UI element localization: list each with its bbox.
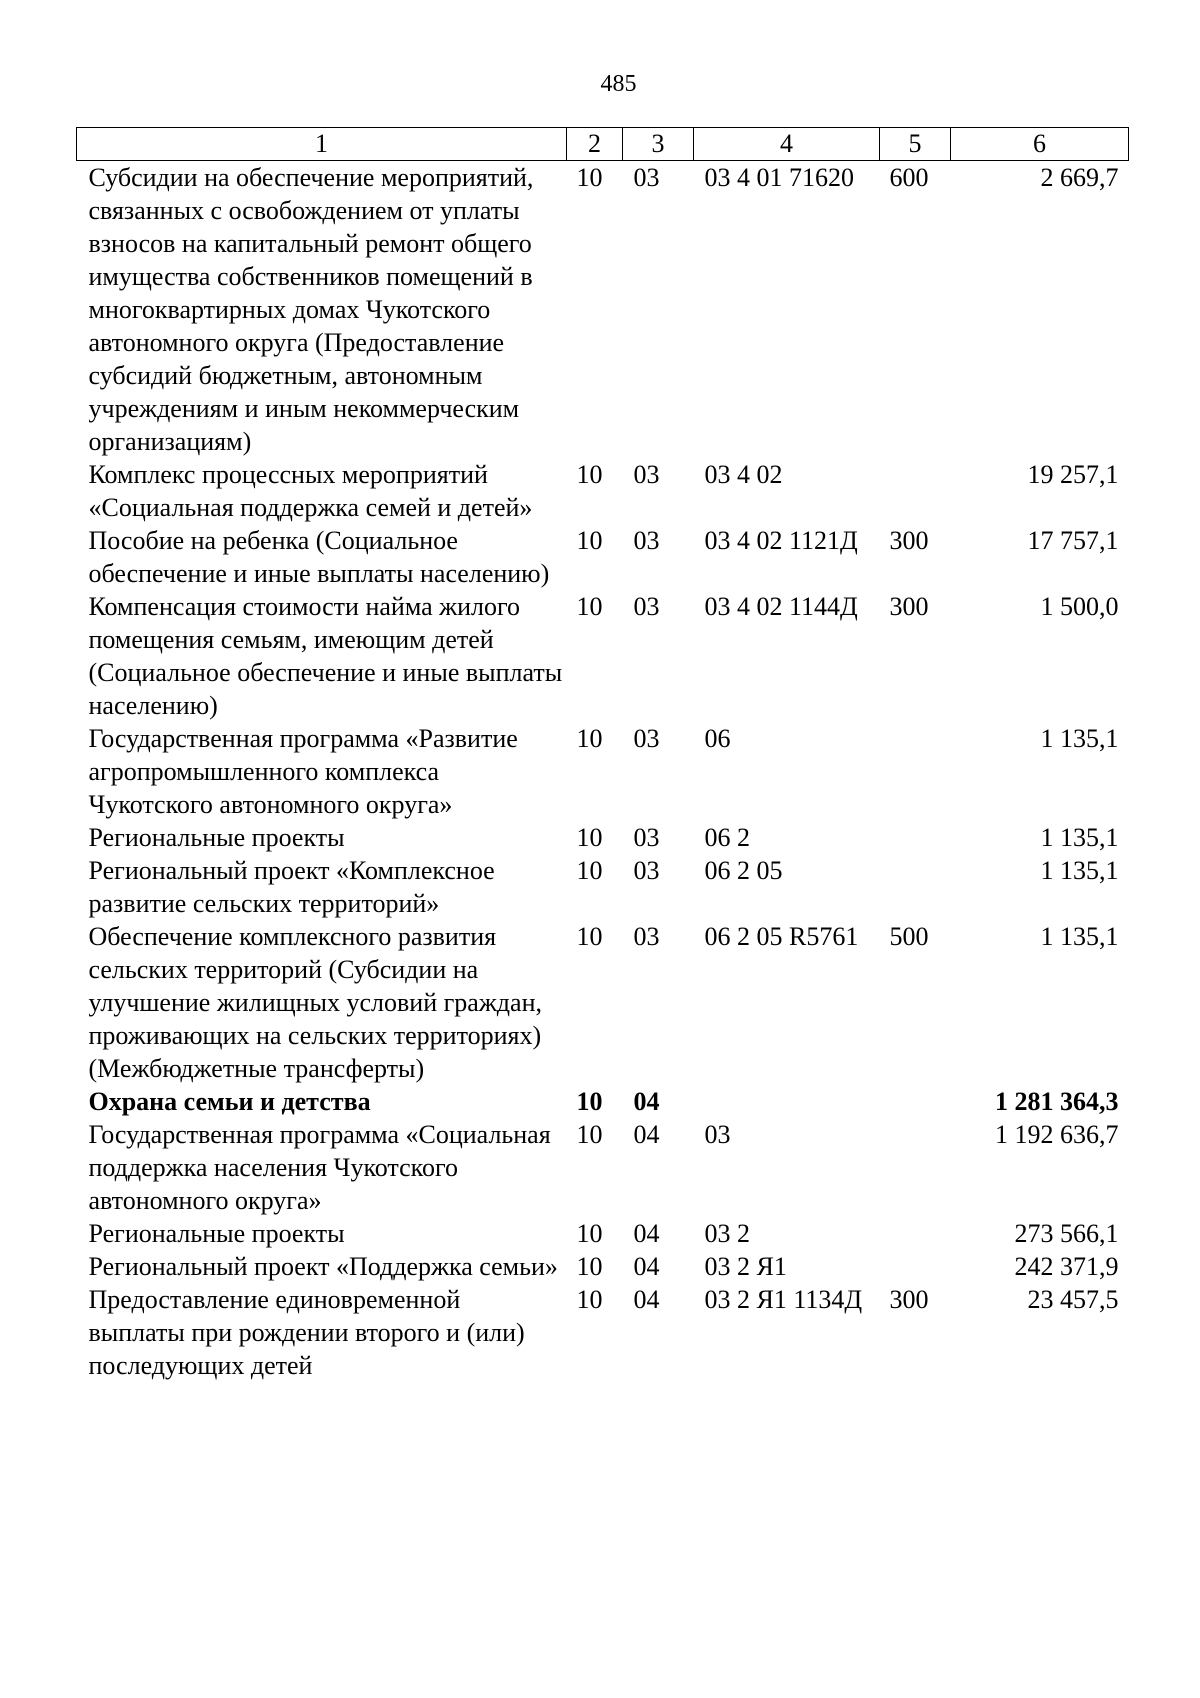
row-subsection: 03 [633, 460, 660, 489]
row-expense-type: 500 [889, 922, 929, 951]
row-section: 10 [576, 1120, 603, 1149]
row-name: Субсидии на обеспечение мероприятий, связанных с освобождением от уплаты взносов на капитальный ремонт общего имущества собственников помещений в многоквартирных домах Чукотского автономного округа (Предоставление субсидий бюджетным, автономным учреждениям и иным некоммерческим организациям) [88, 163, 534, 456]
row-subsection: 04 [633, 1087, 660, 1116]
row-section: 10 [576, 1252, 603, 1281]
row-target-code: 03 2 Я1 [704, 1252, 787, 1281]
table-row [77, 1217, 1129, 1250]
row-expense-type: 600 [889, 163, 929, 192]
table-row [77, 458, 1129, 524]
row-section: 10 [576, 163, 603, 192]
row-amount: 1 135,1 [1040, 823, 1119, 852]
table-row [77, 1250, 1129, 1283]
row-section: 10 [576, 592, 603, 621]
row-amount: 2 669,7 [1040, 163, 1119, 192]
row-target-code: 03 4 02 1144Д [704, 592, 858, 621]
row-expense-type: 300 [889, 592, 929, 621]
row-expense-type: 300 [889, 526, 929, 555]
row-amount: 23 457,5 [1027, 1285, 1119, 1314]
table-row [77, 854, 1129, 920]
row-amount: 19 257,1 [1027, 460, 1119, 489]
row-target-code: 06 2 05 [704, 856, 783, 885]
row-section: 10 [576, 823, 603, 852]
row-name: Обеспечение комплексного развития сельских территорий (Субсидии на улучшение жилищных условий граждан, проживающих на сельских территориях) (Межбюджетные трансферты) [88, 922, 542, 1083]
table-row [77, 524, 1129, 590]
row-amount: 273 566,1 [1014, 1219, 1119, 1248]
row-target-code: 06 2 05 R5761 [704, 922, 859, 951]
row-subsection: 03 [633, 163, 660, 192]
row-target-code [694, 1085, 880, 1118]
table-body [77, 161, 1129, 1383]
row-section: 10 [576, 1219, 603, 1248]
row-section: 10 [576, 1285, 603, 1314]
table-row [77, 722, 1129, 821]
table-header-row [77, 128, 1129, 161]
row-subsection: 04 [633, 1252, 660, 1281]
row-name: Компенсация стоимости найма жилого помещения семьям, имеющим детей (Социальное обеспечение и иные выплаты населению) [88, 592, 563, 720]
row-amount: 1 281 364,3 [995, 1087, 1119, 1116]
header-col-1: 1 [77, 128, 567, 161]
row-amount: 1 192 636,7 [995, 1120, 1119, 1149]
page-number: 485 [600, 71, 637, 97]
row-name: Комплекс процессных мероприятий «Социальная поддержка семей и детей» [88, 460, 533, 522]
row-target-code: 03 4 02 [704, 460, 783, 489]
row-section: 10 [576, 922, 603, 951]
table-row [77, 1085, 1129, 1118]
row-target-code: 03 4 02 1121Д [704, 526, 858, 555]
row-subsection: 03 [633, 856, 660, 885]
table-row [77, 1283, 1129, 1382]
row-subsection: 04 [633, 1219, 660, 1248]
row-section: 10 [576, 724, 603, 753]
row-subsection: 03 [633, 724, 660, 753]
header-col-4: 4 [694, 128, 880, 161]
table-row [77, 590, 1129, 722]
row-name: Региональный проект «Комплексное развитие сельских территорий» [88, 856, 495, 918]
row-name: Государственная программа «Социальная поддержка населения Чукотского автономного округа» [88, 1120, 551, 1215]
budget-table [76, 127, 1129, 1382]
row-expense-type: 300 [889, 1285, 929, 1314]
row-section: 10 [576, 460, 603, 489]
row-amount: 1 500,0 [1040, 592, 1119, 621]
row-expense-type [880, 1118, 951, 1217]
row-expense-type [880, 1250, 951, 1283]
row-name: Региональные проекты [88, 1219, 345, 1248]
row-subsection: 03 [633, 922, 660, 951]
header-col-3: 3 [623, 128, 694, 161]
row-amount: 1 135,1 [1040, 922, 1119, 951]
row-target-code: 03 4 01 71620 [704, 163, 854, 192]
row-amount: 17 757,1 [1027, 526, 1119, 555]
header-col-6: 6 [951, 128, 1129, 161]
row-expense-type [880, 1085, 951, 1118]
table-row [77, 920, 1129, 1085]
row-target-code: 06 2 [704, 823, 750, 852]
row-expense-type [880, 821, 951, 854]
row-amount: 242 371,9 [1014, 1252, 1119, 1281]
row-name: Охрана семьи и детства [88, 1087, 371, 1116]
row-section: 10 [576, 1087, 603, 1116]
row-subsection: 04 [633, 1285, 660, 1314]
table-row [77, 821, 1129, 854]
row-section: 10 [576, 856, 603, 885]
row-target-code: 03 2 Я1 1134Д [704, 1285, 863, 1314]
row-expense-type [880, 854, 951, 920]
row-name: Государственная программа «Развитие агропромышленного комплекса Чукотского автономного округа» [88, 724, 518, 819]
row-expense-type [880, 722, 951, 821]
row-amount: 1 135,1 [1040, 724, 1119, 753]
row-expense-type [880, 458, 951, 524]
row-expense-type [880, 1217, 951, 1250]
row-target-code: 06 [704, 724, 731, 753]
header-col-5: 5 [880, 128, 951, 161]
row-name: Предоставление единовременной выплаты при рождении второго и (или) последующих детей [88, 1285, 525, 1380]
row-name: Региональные проекты [88, 823, 345, 852]
header-col-2: 2 [567, 128, 623, 161]
table-row [77, 161, 1129, 459]
row-subsection: 03 [633, 526, 660, 555]
table-row [77, 1118, 1129, 1217]
row-amount: 1 135,1 [1040, 856, 1119, 885]
row-subsection: 04 [633, 1120, 660, 1149]
row-section: 10 [576, 526, 603, 555]
row-name: Региональный проект «Поддержка семьи» [88, 1252, 558, 1281]
row-name: Пособие на ребенка (Социальное обеспечение и иные выплаты населению) [88, 526, 550, 588]
row-subsection: 03 [633, 823, 660, 852]
row-target-code: 03 2 [704, 1219, 750, 1248]
row-subsection: 03 [633, 592, 660, 621]
row-target-code: 03 [704, 1120, 731, 1149]
